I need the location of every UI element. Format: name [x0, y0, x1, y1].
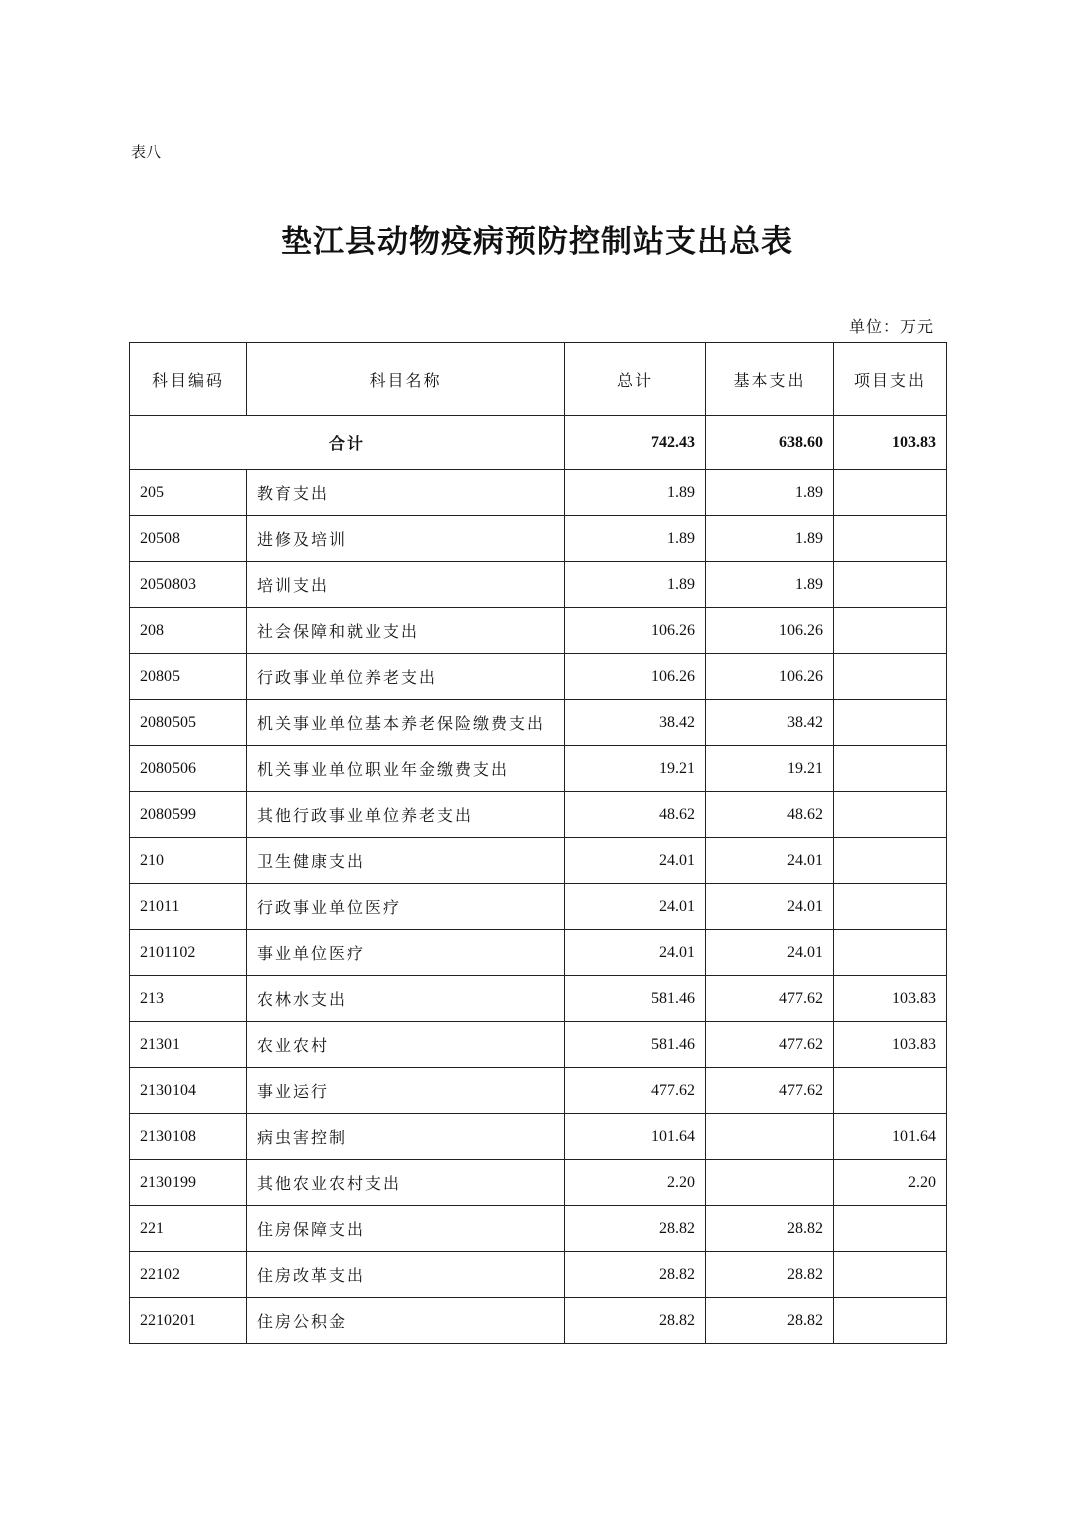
- cell-basic: 24.01: [706, 838, 834, 884]
- cell-total: 101.64: [565, 1114, 706, 1160]
- cell-total: 24.01: [565, 884, 706, 930]
- table-number-label: 表八: [131, 143, 162, 161]
- table-row: [130, 1114, 947, 1160]
- cell-code: 2080505: [130, 700, 247, 746]
- cell-basic: 38.42: [706, 700, 834, 746]
- cell-total: 28.82: [565, 1252, 706, 1298]
- cell-code: 22102: [130, 1252, 247, 1298]
- table-row: [130, 700, 947, 746]
- table-row: [130, 470, 947, 516]
- cell-basic: 24.01: [706, 884, 834, 930]
- cell-name: 社会保障和就业支出: [247, 608, 565, 654]
- table-row: [130, 792, 947, 838]
- cell-basic: 24.01: [706, 930, 834, 976]
- table-row: [130, 562, 947, 608]
- cell-basic: 19.21: [706, 746, 834, 792]
- cell-total: 581.46: [565, 976, 706, 1022]
- header-name: 科目名称: [247, 343, 565, 416]
- cell-code: 208: [130, 608, 247, 654]
- cell-code: 20508: [130, 516, 247, 562]
- header-project: 项目支出: [834, 343, 947, 416]
- cell-basic: [706, 1160, 834, 1206]
- cell-code: 2130108: [130, 1114, 247, 1160]
- cell-code: 2210201: [130, 1298, 247, 1344]
- cell-basic: 106.26: [706, 608, 834, 654]
- cell-project: [834, 1252, 947, 1298]
- cell-code: 2130199: [130, 1160, 247, 1206]
- header-total: 总计: [565, 343, 706, 416]
- total-row: [130, 416, 947, 470]
- cell-code: 21301: [130, 1022, 247, 1068]
- cell-name: 住房保障支出: [247, 1206, 565, 1252]
- cell-name: 卫生健康支出: [247, 838, 565, 884]
- cell-project: [834, 884, 947, 930]
- cell-project: 103.83: [834, 1022, 947, 1068]
- cell-code: 2050803: [130, 562, 247, 608]
- cell-code: 2101102: [130, 930, 247, 976]
- cell-total: 1.89: [565, 562, 706, 608]
- cell-project: [834, 746, 947, 792]
- cell-project: [834, 608, 947, 654]
- cell-basic: 106.26: [706, 654, 834, 700]
- cell-basic: 1.89: [706, 562, 834, 608]
- cell-name: 行政事业单位医疗: [247, 884, 565, 930]
- cell-basic: [706, 1114, 834, 1160]
- cell-total: 477.62: [565, 1068, 706, 1114]
- cell-project: 2.20: [834, 1160, 947, 1206]
- cell-code: 210: [130, 838, 247, 884]
- table-row: [130, 654, 947, 700]
- cell-name: 住房公积金: [247, 1298, 565, 1344]
- cell-total: 48.62: [565, 792, 706, 838]
- cell-basic: 477.62: [706, 976, 834, 1022]
- cell-basic: 48.62: [706, 792, 834, 838]
- cell-code: 2130104: [130, 1068, 247, 1114]
- table-row: [130, 1160, 947, 1206]
- table-body: [130, 416, 947, 1344]
- cell-total: 38.42: [565, 700, 706, 746]
- total-total: 742.43: [565, 416, 706, 470]
- cell-project: [834, 516, 947, 562]
- cell-project: [834, 930, 947, 976]
- table-row: [130, 1022, 947, 1068]
- cell-name: 住房改革支出: [247, 1252, 565, 1298]
- header-row: [130, 343, 947, 416]
- cell-name: 培训支出: [247, 562, 565, 608]
- cell-basic: 28.82: [706, 1298, 834, 1344]
- cell-project: [834, 1068, 947, 1114]
- table-row: [130, 976, 947, 1022]
- cell-basic: 477.62: [706, 1022, 834, 1068]
- cell-code: 2080506: [130, 746, 247, 792]
- cell-code: 221: [130, 1206, 247, 1252]
- cell-name: 机关事业单位职业年金缴费支出: [247, 746, 565, 792]
- cell-name: 行政事业单位养老支出: [247, 654, 565, 700]
- table-row: [130, 1068, 947, 1114]
- cell-code: 205: [130, 470, 247, 516]
- cell-project: [834, 838, 947, 884]
- cell-total: 1.89: [565, 516, 706, 562]
- cell-project: [834, 562, 947, 608]
- table-row: [130, 1206, 947, 1252]
- header-basic: 基本支出: [706, 343, 834, 416]
- cell-name: 事业单位医疗: [247, 930, 565, 976]
- cell-basic: 1.89: [706, 516, 834, 562]
- cell-basic: 1.89: [706, 470, 834, 516]
- cell-code: 2080599: [130, 792, 247, 838]
- table-row: [130, 516, 947, 562]
- cell-total: 24.01: [565, 838, 706, 884]
- cell-total: 24.01: [565, 930, 706, 976]
- cell-total: 28.82: [565, 1298, 706, 1344]
- cell-basic: 28.82: [706, 1252, 834, 1298]
- cell-project: [834, 1206, 947, 1252]
- cell-project: 103.83: [834, 976, 947, 1022]
- cell-project: 101.64: [834, 1114, 947, 1160]
- cell-name: 病虫害控制: [247, 1114, 565, 1160]
- cell-code: 21011: [130, 884, 247, 930]
- cell-total: 28.82: [565, 1206, 706, 1252]
- table-row: [130, 746, 947, 792]
- cell-project: [834, 470, 947, 516]
- cell-basic: 28.82: [706, 1206, 834, 1252]
- cell-name: 其他农业农村支出: [247, 1160, 565, 1206]
- table-row: [130, 884, 947, 930]
- total-basic: 638.60: [706, 416, 834, 470]
- cell-basic: 477.62: [706, 1068, 834, 1114]
- cell-project: [834, 700, 947, 746]
- table-row: [130, 1252, 947, 1298]
- table-row: [130, 608, 947, 654]
- table-header: [130, 343, 947, 416]
- cell-total: 106.26: [565, 654, 706, 700]
- cell-total: 581.46: [565, 1022, 706, 1068]
- cell-project: [834, 654, 947, 700]
- total-project: 103.83: [834, 416, 947, 470]
- cell-name: 机关事业单位基本养老保险缴费支出: [247, 700, 565, 746]
- header-code: 科目编码: [130, 343, 247, 416]
- cell-project: [834, 1298, 947, 1344]
- expenditure-table: [129, 342, 947, 1344]
- cell-name: 进修及培训: [247, 516, 565, 562]
- table-row: [130, 838, 947, 884]
- total-label: 合计: [130, 416, 565, 470]
- cell-code: 20805: [130, 654, 247, 700]
- cell-name: 农林水支出: [247, 976, 565, 1022]
- cell-project: [834, 792, 947, 838]
- cell-code: 213: [130, 976, 247, 1022]
- cell-total: 1.89: [565, 470, 706, 516]
- cell-total: 2.20: [565, 1160, 706, 1206]
- cell-name: 教育支出: [247, 470, 565, 516]
- cell-name: 其他行政事业单位养老支出: [247, 792, 565, 838]
- table-row: [130, 930, 947, 976]
- cell-total: 19.21: [565, 746, 706, 792]
- document-title: 垫江县动物疫病预防控制站支出总表: [281, 224, 793, 260]
- cell-total: 106.26: [565, 608, 706, 654]
- cell-name: 事业运行: [247, 1068, 565, 1114]
- unit-label: 单位：万元: [848, 317, 934, 336]
- table-row: [130, 1298, 947, 1344]
- cell-name: 农业农村: [247, 1022, 565, 1068]
